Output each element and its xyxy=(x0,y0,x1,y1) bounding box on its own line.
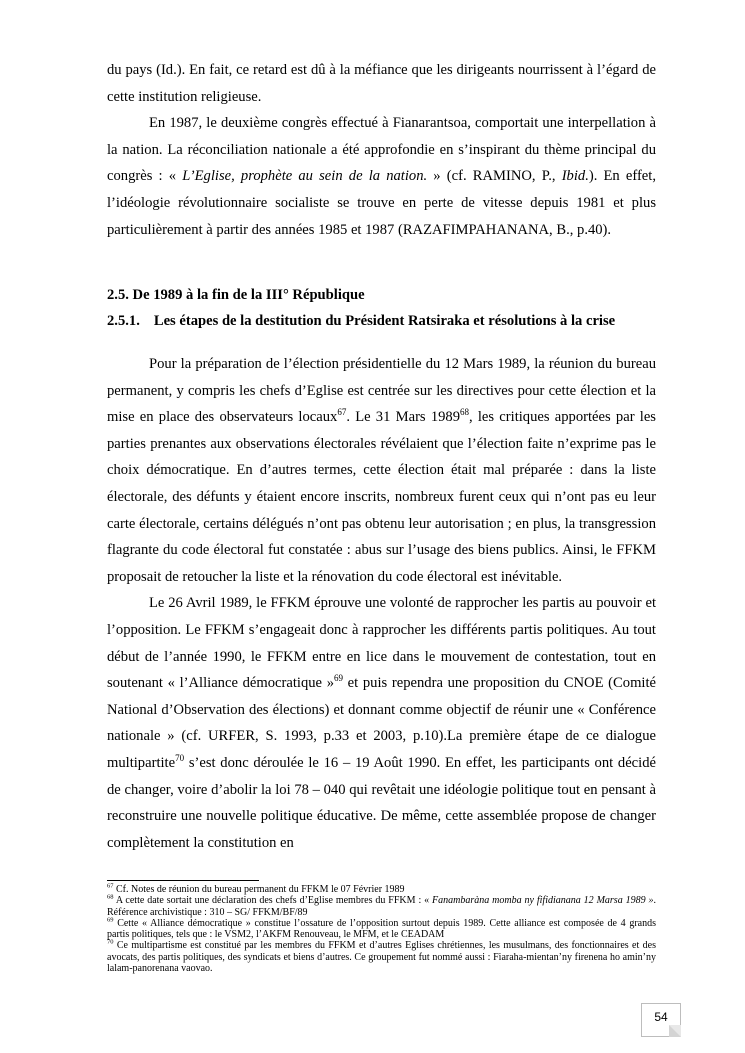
subsection-number: 2.5.1. xyxy=(107,313,140,329)
paragraph-election-1989: Pour la préparation de l’élection présidentielle du 12 Mars 1989, la réunion du bureau permanent, y compris les chefs d’Eglise est centrée sur les directives pour cette élection et la mise en place des observateurs locaux$^{67}$. Le 31 Mars 1989$^{68}$, les critiques apportées par les parties prenantes aux observations électorales révélaient que l’élection faite n’exprime pas le choix démocratique. En d’autres termes, cette élection était mal préparée : dans la liste électorale, des défunts y étaient encore inscrits, nombreux furent ceux qui n’ont pas eu leur carte électorale, certains délégués n’ont pas obtenu leur autorisation ; en plus, la transgression flagrante du code électoral fut constatée : abus sur l’usage des biens publics. Ainsi, le FFKM proposait de retoucher la liste et la rénovation du code électoral est inévitable. xyxy=(107,356,656,585)
footnote-separator xyxy=(107,880,259,881)
subsection-heading xyxy=(107,312,667,330)
footnote-69: $^{69}$ Cette « Alliance démocratique » constitue l’ossature de l’opposition surtout depuis 1989. Cette alliance est composée de 4 grands partis politiques, tels que : le VSM2, l’AKFM Renouveau, le MFM, et le CEADAM xyxy=(107,916,656,941)
footnote-ref-69: 69 xyxy=(334,673,343,684)
congress-theme-italic: L’Eglise, prophète au sein de la nation. xyxy=(182,168,428,185)
subsection-title: Les étapes de la destitution du Président Ratsiraka et résolutions à la crise xyxy=(153,313,616,329)
page-number-box xyxy=(641,1003,681,1037)
paragraph-april-1989: Le 26 Avril 1989, le FFKM éprouve une volonté de rapprocher les partis au pouvoir et l’opposition. Le FFKM s’engageait donc à rapprocher les différents partis politiques. Au tout début de l’année 1990, le FFKM entre en lice dans le mouvement de contestation, tout en soutenant « l’Alliance démocratique »$^{69}$ et puis rependra une proposition du CNOE (Comité National d’Observation des élections) et donnant comme objectif de réunir une « Conférence nationale » (cf. URFER, S. 1993, p.33 et 2003, p.10).La première étape de ce dialogue multipartite$^{70}$ s’est donc déroulée le 16 – 19 Août 1990. En effet, les participants ont décidé de changer, voire d’abolir la loi 78 – 040 qui revêtait une idéologie politique tout en pensant à reconstruire une nouvelle politique éducative. De même, cette assemblée propose de changer complètement la constitution en xyxy=(107,595,657,851)
footnotes xyxy=(107,884,656,974)
section-heading: 2.5. De 1989 à la fin de la III° République xyxy=(107,287,365,303)
footnote-ref-68: 68 xyxy=(460,407,470,418)
footnote-67: $^{67}$ Cf. Notes de réunion du bureau permanent du FFKM le 07 Février 1989 xyxy=(107,882,405,895)
page-number: 54 xyxy=(654,1010,668,1024)
footnote-70: $^{70}$ Ce multipartisme est constitué par les membres du FFKM et d’autres Eglises chrétiennes, les musulmans, des fonctionnaires et des avocats, des partis politiques, des syndicats et biens d’autres. Ce groupement fut nommé aussi : Fiaraha-mientan’ny firenena ho amin’ny lalam-panorenana vaovao. xyxy=(107,939,656,975)
continuation-block xyxy=(107,57,656,243)
page-curl-icon xyxy=(669,1025,681,1037)
footnote-68: $^{68}$ A cette date sortait une déclaration des chefs d’Eglise membres du FFKM : « Fanambaràna momba ny fifidianana 12 Marsa 1989 ». Référence archivistique : 310 – SG/ FFKM/BF/89 xyxy=(107,893,657,918)
paragraph-1987: En 1987, le deuxième congrès effectué à Fianarantsoa, comportait une interpellation à la nation. La réconciliation nationale a été approfondie en s’inspirant du thème principal du congrès : « L’Eglise, prophète au sein de la nation. » (cf. RAMINO, P., Ibid.). En effet, l’idéologie révolutionnaire socialiste se trouve en perte de vitesse depuis 1981 et plus particulièrement à partir des années 1985 et 1987 (RAZAFIMPAHANANA, B., p.40). xyxy=(107,115,656,238)
footnote-ref-70: 70 xyxy=(175,753,185,764)
ibid-italic: Ibid. xyxy=(561,168,589,185)
main-text-block xyxy=(107,351,656,856)
paragraph-continuation: du pays (Id.). En fait, ce retard est dû à la méfiance que les dirigeants nourrissent à l’égard de cette institution religieuse. xyxy=(107,62,656,105)
footnote-ref-67: 67 xyxy=(337,407,347,418)
